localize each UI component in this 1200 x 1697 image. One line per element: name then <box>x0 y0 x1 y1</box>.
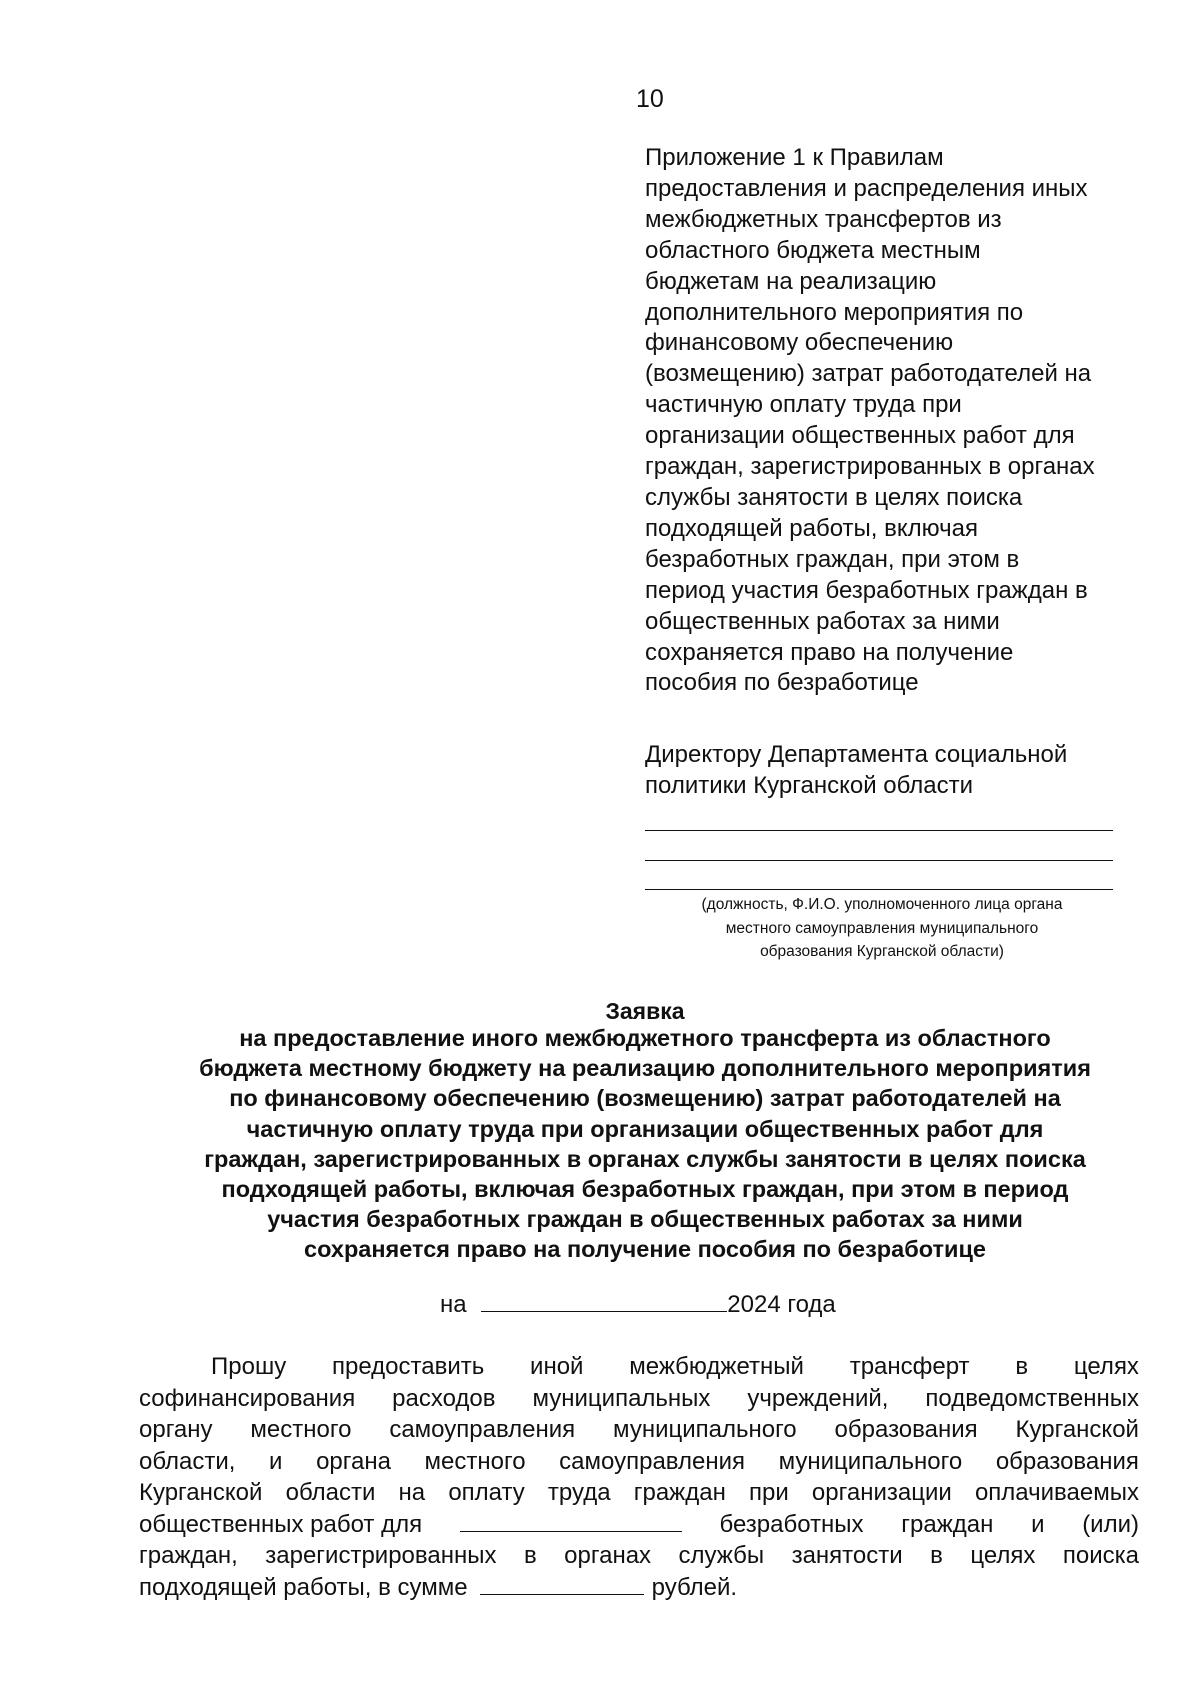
appendix-line: безработных граждан, при этом в <box>645 545 1020 573</box>
citizens-count-blank-field[interactable] <box>460 1509 682 1532</box>
request-word: зарегистрированных <box>265 1542 497 1569</box>
request-word: Прошу <box>211 1353 287 1380</box>
request-word: граждан <box>633 1479 726 1506</box>
request-text: рублей. <box>651 1573 738 1601</box>
request-word: оплату <box>448 1479 525 1506</box>
subtitle-line: сохраняется право на получение пособия по безработице <box>304 1236 986 1263</box>
request-word: в <box>523 1542 537 1569</box>
request-word: безработных <box>719 1510 864 1538</box>
appendix-line: граждан, зарегистрированных в органах <box>645 453 1095 481</box>
request-text: подходящей работы, в сумме <box>139 1573 468 1601</box>
request-word: при <box>749 1479 789 1506</box>
request-word: граждан, <box>139 1542 238 1569</box>
request-word: муниципального <box>613 1416 797 1443</box>
request-word: образования <box>834 1416 978 1443</box>
addressee-line: Директору Департамента социальной <box>645 741 1068 768</box>
request-word: образования <box>995 1447 1139 1475</box>
request-word: трансферт <box>849 1353 970 1380</box>
request-word: оплачиваемых <box>974 1479 1139 1506</box>
request-word: целях <box>970 1542 1036 1569</box>
request-word: местного <box>250 1416 352 1443</box>
request-word: труда <box>547 1479 611 1506</box>
appendix-line: областного бюджета местным <box>645 236 981 264</box>
request-line <box>139 1414 1139 1446</box>
request-word: области <box>285 1479 376 1506</box>
request-word: и <box>269 1447 283 1475</box>
appendix-line: дополнительного мероприятия по <box>645 298 1024 326</box>
date-prefix: на <box>440 1291 467 1318</box>
request-word: области, <box>139 1447 236 1475</box>
appendix-line: сохраняется право на получение <box>645 638 1014 666</box>
request-word: софинансирования <box>139 1384 356 1412</box>
request-line <box>139 1383 1139 1415</box>
subtitle-line: бюджета местному бюджету на реализацию дополнительного мероприятия <box>199 1055 1091 1082</box>
request-word: на <box>398 1479 426 1506</box>
request-line <box>139 1572 1139 1604</box>
request-word: организации <box>811 1479 952 1506</box>
appendix-line: Приложение 1 к Правилам <box>645 144 944 171</box>
date-suffix: 2024 года <box>727 1291 836 1318</box>
request-word: поиска <box>1062 1542 1139 1569</box>
signature-blank-line[interactable] <box>645 860 1113 861</box>
application-subtitle <box>120 1023 1170 1265</box>
subtitle-line: граждан, зарегистрированных в органах службы занятости в целях поиска <box>204 1145 1086 1172</box>
addressee-block <box>645 739 1145 801</box>
request-line <box>139 1351 1139 1383</box>
appendix-line: организации общественных работ для <box>645 422 1075 450</box>
subtitle-line: подходящей работы, включая безработных граждан, при этом в период <box>221 1176 1069 1203</box>
request-word: Курганской <box>1015 1416 1139 1443</box>
request-word: расходов <box>392 1384 496 1412</box>
request-word: самоуправления <box>559 1447 745 1475</box>
request-word: в <box>930 1542 943 1569</box>
request-word: и <box>1031 1510 1045 1538</box>
appendix-line: подходящей работы, включая <box>645 514 978 542</box>
appendix-line: службы занятости в целях поиска <box>645 483 1023 511</box>
request-line <box>139 1540 1139 1572</box>
request-word: муниципального <box>778 1447 963 1475</box>
appendix-line: межбюджетных трансфертов из <box>645 205 1002 233</box>
subtitle-line: участия безработных граждан в общественных работах за ними <box>267 1206 1023 1233</box>
request-word: муниципальных <box>532 1384 711 1412</box>
request-word: органа <box>316 1447 391 1475</box>
request-word: местного <box>424 1447 526 1475</box>
subtitle-line: на предоставление иного межбюджетного трансферта из областного <box>239 1025 1051 1051</box>
request-line <box>139 1509 1139 1541</box>
request-word: самоуправления <box>389 1416 576 1443</box>
application-date-line <box>440 1289 836 1320</box>
caption-line: (должность, Ф.И.О. уполномоченного лица органа <box>701 896 1063 913</box>
request-line <box>139 1446 1139 1478</box>
page-number: 10 <box>636 85 664 113</box>
request-text: общественных работ для <box>139 1510 423 1538</box>
appendix-line: пособия по безработице <box>645 669 919 697</box>
appendix-line: финансовому обеспечению <box>645 329 954 357</box>
request-word: органах <box>564 1542 652 1569</box>
amount-blank-field[interactable] <box>480 1572 644 1595</box>
request-word: занятости <box>791 1542 903 1569</box>
date-blank-field[interactable] <box>481 1289 727 1312</box>
signature-blank-line[interactable] <box>645 889 1113 890</box>
request-word: иной <box>530 1353 584 1380</box>
request-line <box>139 1477 1139 1509</box>
subtitle-line: по финансовому обеспечению (возмещению) затрат работодателей на <box>229 1085 1061 1112</box>
request-word: в <box>1015 1353 1029 1380</box>
addressee-line: политики Курганской области <box>645 772 974 799</box>
appendix-header <box>645 143 1145 699</box>
request-word: целях <box>1073 1353 1139 1380</box>
appendix-line: период участия безработных граждан в <box>645 576 1088 604</box>
signature-blank-line[interactable] <box>645 830 1113 831</box>
caption-line: местного самоуправления муниципального <box>725 919 1039 937</box>
appendix-line: (возмещению) затрат работодателей на <box>645 360 1092 388</box>
application-title: Заявка <box>605 998 685 1024</box>
request-word: предоставить <box>332 1353 485 1380</box>
appendix-line: общественных работах за ними <box>645 607 1000 635</box>
request-word: подведомственных <box>925 1384 1139 1412</box>
request-paragraph <box>139 1351 1139 1603</box>
request-word: службы <box>678 1542 765 1569</box>
subtitle-line: частичную оплату труда при организации общественных работ для <box>246 1115 1044 1142</box>
request-word: граждан <box>901 1510 994 1538</box>
request-word: Курганской <box>139 1479 263 1506</box>
caption-line: образования Курганской области) <box>760 943 1004 960</box>
request-word: межбюджетный <box>629 1353 804 1380</box>
appendix-line: предоставления и распределения иных <box>645 174 1088 202</box>
request-word: (или) <box>1082 1510 1139 1538</box>
appendix-line: бюджетам на реализацию <box>645 267 937 295</box>
request-word: учреждений, <box>747 1384 889 1412</box>
signature-caption <box>648 893 1116 964</box>
request-word: органу <box>139 1416 213 1443</box>
appendix-line: частичную оплату труда при <box>645 391 962 419</box>
